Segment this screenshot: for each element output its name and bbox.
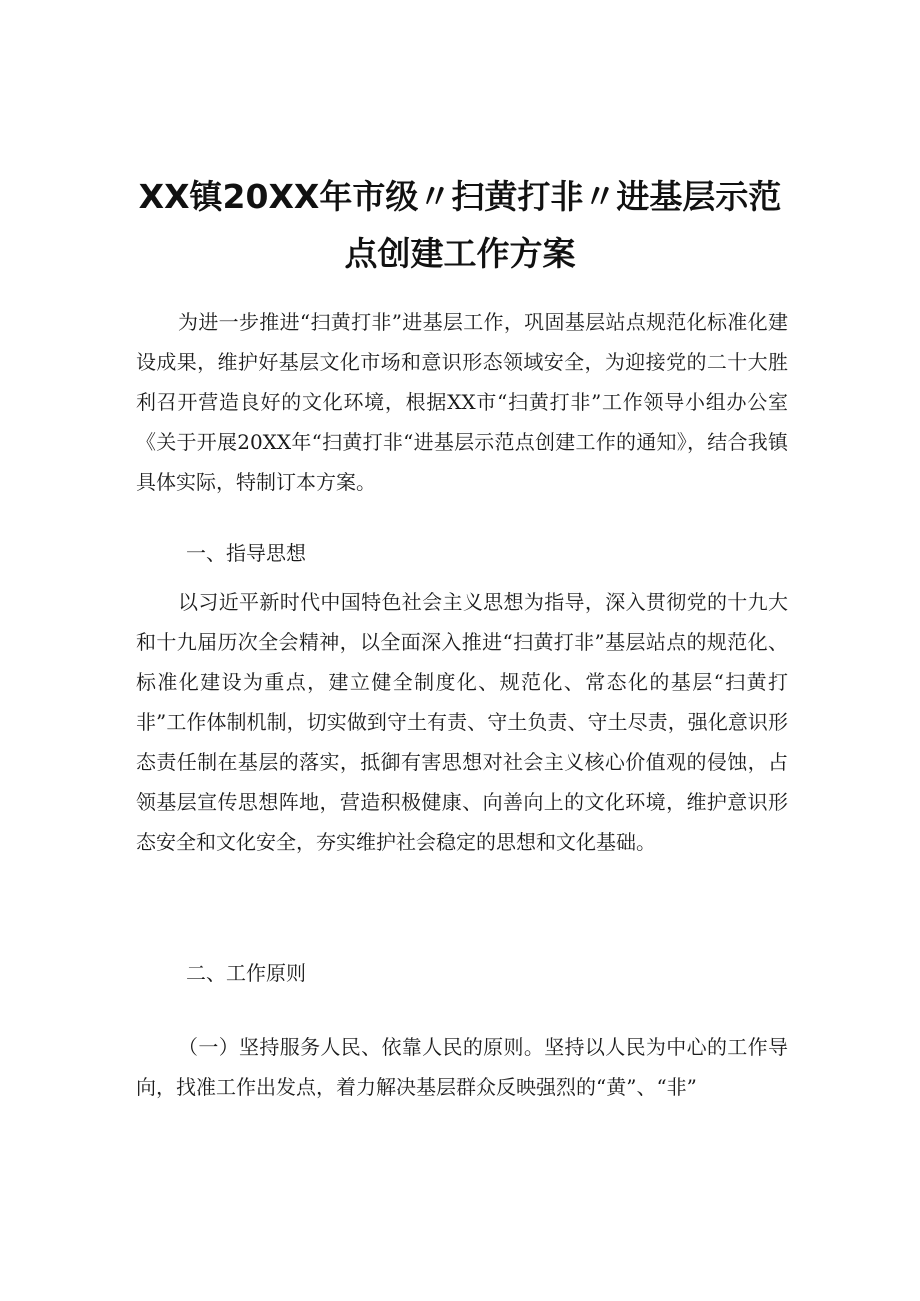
intro-paragraph: 为进一步推进“扫黄打非”进基层工作，巩固基层站点规范化标准化建设成果，维护好基层文化市场和意识形态领域安全，为迎接党的二十大胜利召开营造良好的文化环境，根据XX市“扫黄打非”工作领导小组办公室《关于开展20XX年“扫黄打非“进基层示范点创建工作的通知》，结合我镇具体实际，特制订本方案。 — [136, 310, 788, 494]
section-heading-1-block — [136, 533, 788, 573]
title-line-2: 点创建工作方案 — [344, 234, 576, 273]
section-heading-guiding-thought: 一、指导思想 — [186, 541, 306, 565]
intro-paragraph-block — [136, 302, 788, 502]
principle-1-paragraph: （一）坚持服务人民、依靠人民的原则。坚持以人民为中心的工作导向，找准工作出发点，着力解决基层群众反映强烈的“黄”、“非” — [136, 1035, 788, 1099]
section-heading-work-principles: 二、工作原则 — [186, 961, 306, 985]
guiding-paragraph-block — [136, 582, 788, 862]
guiding-thought-paragraph: 以习近平新时代中国特色社会主义思想为指导，深入贯彻党的十九大和十九届历次全会精神，以全面深入推进“扫黄打非”基层站点的规范化、标准化建设为重点，建立健全制度化、规范化、常态化的基层“扫黄打非”工作体制机制，切实做到守土有责、守土负责、守土尽责，强化意识形态责任制在基层的落实，抵御有害思想对社会主义核心价值观的侵蚀，占领基层宣传思想阵地，营造积极健康、向善向上的文化环境，维护意识形态安全和文化安全，夯实维护社会稳定的思想和文化基础。 — [136, 590, 788, 854]
title-line-1: XX镇20XX年市级〃扫黄打非〃进基层示范 — [138, 177, 782, 216]
document-title — [100, 168, 820, 282]
section-heading-2-block — [136, 953, 788, 993]
principle-paragraph-block — [136, 1027, 788, 1107]
